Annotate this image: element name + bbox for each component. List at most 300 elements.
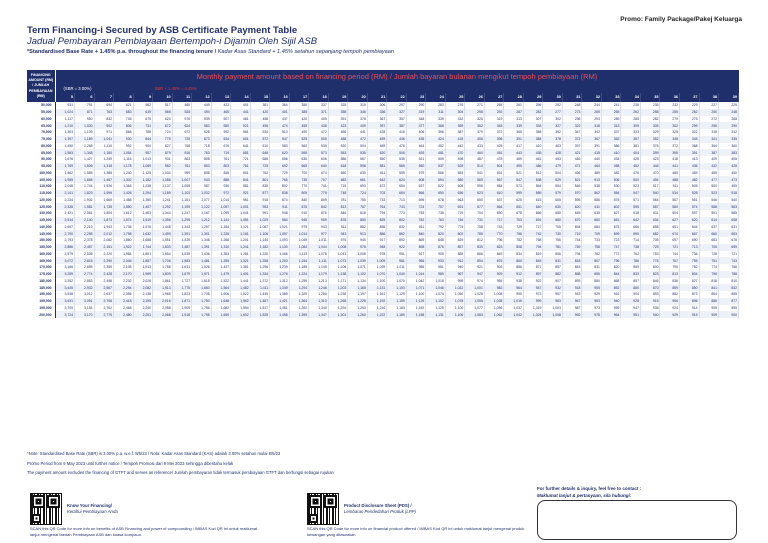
payment-cell: 1,391	[192, 244, 212, 251]
payment-cell: 790	[660, 264, 680, 271]
payment-cell: 554	[543, 183, 563, 190]
table-row	[27, 116, 739, 123]
payment-cell: 244	[582, 102, 602, 109]
payment-cell: 1,349	[270, 284, 290, 291]
payment-cell: 1,201	[231, 237, 251, 244]
payment-cell: 364	[699, 143, 719, 150]
payment-cell: 3,352	[55, 278, 75, 285]
payment-cell: 1,340	[309, 305, 329, 312]
payment-cell: 683	[328, 176, 348, 183]
payment-cell: 820	[601, 264, 621, 271]
payment-cell: 763	[426, 217, 446, 224]
payment-cell: 1,294	[328, 305, 348, 312]
payment-cell: 964	[504, 284, 524, 291]
payment-cell: 597	[680, 210, 700, 217]
payment-cell: 987	[562, 305, 582, 312]
payment-cell: 1,525	[250, 311, 270, 318]
payment-cell: 384	[523, 136, 543, 143]
payment-cell: 365	[504, 129, 524, 136]
payment-cell: 528	[680, 190, 700, 197]
payment-cell: 550	[406, 163, 426, 170]
payment-cell: 748	[328, 190, 348, 197]
payment-cell: 856	[582, 271, 602, 278]
payment-cell: 931	[55, 102, 75, 109]
payment-cell: 976	[348, 244, 368, 251]
payment-cell: 967	[445, 271, 465, 278]
payment-cell: 2,151	[94, 244, 114, 251]
tenure-header-cell: 31	[562, 93, 582, 102]
payment-cell: 371	[309, 109, 329, 116]
payment-cell: 535	[387, 156, 407, 163]
table-row	[27, 264, 739, 271]
payment-cell: 580	[445, 176, 465, 183]
payment-cell: 482	[601, 170, 621, 177]
payment-cell: 313	[504, 116, 524, 123]
payment-cell: 1,183	[387, 305, 407, 312]
payment-cell: 1,008	[484, 291, 504, 298]
payment-cell: 434	[601, 156, 621, 163]
payment-cell: 831	[543, 257, 563, 264]
payment-cell: 898	[192, 170, 212, 177]
financing-amount-cell: 175,000	[27, 271, 55, 278]
payment-cell: 282	[640, 116, 660, 123]
payment-cell: 557	[484, 176, 504, 183]
payment-cell: 2,328	[55, 203, 75, 210]
payment-cell: 510	[270, 129, 290, 136]
payment-cell: 1,001	[465, 284, 485, 291]
payment-cell: 630	[543, 203, 563, 210]
payment-cell: 1,199	[172, 203, 192, 210]
payment-cell: 1,014	[406, 271, 426, 278]
product-disclosure-qr-code[interactable]	[307, 493, 339, 525]
payment-cell: 372	[562, 136, 582, 143]
payment-cell: 879	[153, 149, 173, 156]
payment-cell: 589	[523, 190, 543, 197]
table-row	[27, 291, 739, 298]
payment-cell: 1,436	[192, 251, 212, 258]
payment-cell: 940	[445, 264, 465, 271]
table-row	[27, 109, 739, 116]
payment-cell: 764	[367, 203, 387, 210]
payment-cell: 880	[582, 278, 602, 285]
payment-cell: 290	[719, 122, 739, 129]
tenure-header-cell: 17	[289, 93, 309, 102]
payment-cell: 1,674	[114, 217, 134, 224]
payment-cell: 358	[328, 109, 348, 116]
payment-cell: 728	[699, 251, 719, 258]
payment-cell: 397	[367, 122, 387, 129]
payment-cell: 924	[660, 305, 680, 312]
payment-cell: 1,735	[94, 203, 114, 210]
payment-rows	[27, 102, 739, 318]
payment-cell: 517	[640, 183, 660, 190]
payment-cell: 943	[192, 176, 212, 183]
payment-cell: 947	[465, 271, 485, 278]
payment-cell: 1,109	[75, 129, 95, 136]
payment-cell: 2,195	[133, 298, 153, 305]
payment-cell: 770	[289, 183, 309, 190]
financing-amount-cell: 85,000	[27, 149, 55, 156]
payment-cell: 464	[406, 143, 426, 150]
payment-cell: 3,445	[55, 284, 75, 291]
payment-cell: 759	[680, 257, 700, 264]
payment-cell: 840	[406, 230, 426, 237]
payment-cell: 1,487	[172, 244, 192, 251]
payment-cell: 811	[406, 224, 426, 231]
payment-cell: 378	[543, 136, 563, 143]
payment-cell: 568	[699, 203, 719, 210]
payment-cell: 367	[582, 136, 602, 143]
payment-cell: 768	[523, 237, 543, 244]
payment-cell: 1,631	[172, 264, 192, 271]
payment-cell: 921	[231, 190, 251, 197]
payment-cell: 581	[367, 163, 387, 170]
payment-cell: 620	[270, 149, 290, 156]
payment-cell: 992	[562, 311, 582, 318]
payment-cell: 682	[640, 230, 660, 237]
payment-cell: 820	[426, 230, 446, 237]
payment-cell: 265	[484, 102, 504, 109]
payment-cell: 681	[231, 149, 251, 156]
payment-cell: 637	[484, 197, 504, 204]
payment-cell: 364	[270, 102, 290, 109]
payment-cell: 666	[523, 210, 543, 217]
payment-cell: 494	[640, 176, 660, 183]
payment-cell: 453	[543, 156, 563, 163]
payment-cell: 490	[289, 129, 309, 136]
payment-cell: 1,965	[153, 291, 173, 298]
payment-cell: 959	[601, 305, 621, 312]
payment-cell: 839	[465, 244, 485, 251]
table-row	[27, 102, 739, 109]
payment-cell: 839	[250, 183, 270, 190]
payment-cell: 686	[250, 156, 270, 163]
payment-cell: 1,481	[192, 257, 212, 264]
payment-cell: 2,048	[55, 183, 75, 190]
payment-cell: 888	[211, 176, 231, 183]
payment-cell: 641	[231, 143, 251, 150]
payment-cell: 909	[309, 217, 329, 224]
payment-cell: 707	[426, 203, 446, 210]
payment-cell: 1,106	[328, 264, 348, 271]
payment-cell: 452	[426, 143, 446, 150]
payment-cell: 808	[504, 244, 524, 251]
table-row	[27, 176, 739, 183]
payment-cell: 862	[387, 230, 407, 237]
payment-cell: 579	[406, 170, 426, 177]
payment-cell: 905	[582, 284, 602, 291]
payment-cell: 2,536	[75, 251, 95, 258]
payment-cell: 1,226	[211, 230, 231, 237]
payment-cell: 537	[426, 163, 446, 170]
payment-cell: 791	[75, 102, 95, 109]
payment-cell: 3,091	[75, 298, 95, 305]
financing-amount-cell: 55,000	[27, 109, 55, 116]
payment-cell: 2,480	[114, 311, 134, 318]
payment-cell: 794	[523, 244, 543, 251]
payment-cell: 882	[348, 224, 368, 231]
payment-cell: 667	[680, 230, 700, 237]
payment-cell: 719	[211, 149, 231, 156]
payment-cell: 733	[582, 237, 602, 244]
payment-cell: 387	[445, 129, 465, 136]
payment-cell: 974	[465, 278, 485, 285]
payment-cell: 756	[504, 230, 524, 237]
payment-cell: 1,011	[387, 264, 407, 271]
payment-cell: 611	[640, 210, 660, 217]
payment-cell: 372	[484, 129, 504, 136]
tenure-header-cell: 21	[367, 93, 387, 102]
payment-cell: 678	[426, 197, 446, 204]
table-row	[27, 298, 739, 305]
tenure-header-cell: 13	[211, 93, 231, 102]
payment-cell: 1,019	[523, 305, 543, 312]
qr1-label	[67, 503, 118, 515]
payment-cell: 813	[660, 271, 680, 278]
payment-cell: 509	[426, 156, 446, 163]
payment-cell: 322	[562, 122, 582, 129]
payment-cell: 736	[680, 251, 700, 258]
payment-cell: 1,151	[172, 197, 192, 204]
payment-cell: 359	[445, 122, 465, 129]
payment-cell: 504	[484, 163, 504, 170]
payment-cell: 517	[153, 102, 173, 109]
table-row	[27, 257, 739, 264]
payment-cell: 450	[719, 170, 739, 177]
payment-cell: 563	[719, 203, 739, 210]
payment-cell: 1,426	[114, 190, 134, 197]
payment-cell: 2,012	[94, 230, 114, 237]
payment-cell: 1,346	[192, 237, 212, 244]
payment-cell: 775	[153, 136, 173, 143]
payment-cell: 1,313	[309, 298, 329, 305]
payment-cell: 1,103	[172, 190, 192, 197]
payment-cell: 539	[309, 143, 329, 150]
payment-cell: 401	[231, 102, 251, 109]
payment-cell: 1,281	[231, 251, 251, 258]
payment-cell: 807	[582, 257, 602, 264]
payment-cell: 1,260	[348, 311, 368, 318]
payment-cell: 1,736	[114, 224, 134, 231]
payment-cell: 435	[523, 149, 543, 156]
payment-cell: 1,984	[114, 251, 134, 258]
payment-cell: 1,769	[55, 163, 75, 170]
payment-cell: 971	[94, 129, 114, 136]
payment-cell: 903	[484, 264, 504, 271]
payment-cell: 285	[621, 116, 641, 123]
payment-cell: 1,093	[270, 237, 290, 244]
tenure-header-cell: 11	[172, 93, 192, 102]
payment-cell: 684	[582, 224, 602, 231]
payment-cell: 309	[621, 122, 641, 129]
payment-cell: 1,171	[328, 278, 348, 285]
payment-cell: 833	[621, 271, 641, 278]
payment-cell: 836	[660, 278, 680, 285]
payment-cell: 672	[367, 183, 387, 190]
payment-cell: 914	[680, 305, 700, 312]
payment-cell: 794	[367, 210, 387, 217]
payment-cell: 1,086	[153, 176, 173, 183]
payment-cell: 1,141	[211, 217, 231, 224]
payment-cell: 1,189	[153, 190, 173, 197]
payment-cell: 348	[660, 136, 680, 143]
payment-cell: 892	[601, 284, 621, 291]
payment-cell: 782	[406, 217, 426, 224]
payment-cell: 743	[387, 203, 407, 210]
payment-cell: 801	[250, 176, 270, 183]
payment-cell: 1,102	[348, 271, 368, 278]
payment-cell: 802	[445, 230, 465, 237]
payment-cell: 446	[387, 136, 407, 143]
payment-cell: 440	[582, 156, 602, 163]
payment-cell: 595	[387, 170, 407, 177]
payment-cell: 306	[367, 102, 387, 109]
payment-cell: 562	[133, 102, 153, 109]
payment-cell: 435	[406, 136, 426, 143]
note-sbr: *Note: Standardised Base Rate (SBR) is 3.00% p.a. w.e.f. 8/5/23 / Nota: Kadar Asas Standard (KAS) adalah 3.00% setahun mulai 8/5/23	[27, 451, 281, 456]
payment-cell: 765	[270, 176, 290, 183]
payment-cell: 480	[172, 102, 192, 109]
payment-cell: 1,073	[328, 257, 348, 264]
payment-cell: 1,102	[426, 298, 446, 305]
payment-cell: 476	[621, 170, 641, 177]
payment-cell: 666	[621, 224, 641, 231]
payment-cell: 459	[680, 170, 700, 177]
payment-cell: 846	[328, 210, 348, 217]
payment-cell: 909	[699, 311, 719, 318]
know-your-financing-qr-code[interactable]	[30, 493, 62, 525]
payment-cell: 1,041	[94, 136, 114, 143]
payment-cell: 1,388	[94, 170, 114, 177]
financing-amount-cell: 150,000	[27, 237, 55, 244]
payment-cell: 907	[543, 278, 563, 285]
payment-cell: 918	[562, 284, 582, 291]
payment-cell: 2,140	[75, 217, 95, 224]
payment-cell: 258	[640, 109, 660, 116]
payment-cell: 495	[719, 183, 739, 190]
payment-cell: 874	[270, 197, 290, 204]
payment-cell: 1,057	[270, 230, 290, 237]
payment-cell: 540	[640, 190, 660, 197]
payment-cell: 252	[680, 109, 700, 116]
payment-cell: 428	[621, 156, 641, 163]
payment-cell: 660	[699, 230, 719, 237]
payment-cell: 776	[640, 257, 660, 264]
payment-cell: 775	[309, 190, 329, 197]
payment-cell: 627	[601, 210, 621, 217]
payment-cell: 713	[680, 244, 700, 251]
payment-cell: 1,259	[289, 278, 309, 285]
payment-cell: 1,665	[94, 197, 114, 204]
payment-cell: 507	[211, 116, 231, 123]
payment-cell: 664	[484, 203, 504, 210]
payment-cell: 905	[699, 305, 719, 312]
payment-cell: 929	[582, 291, 602, 298]
monthly-payment-banner	[55, 70, 739, 84]
payment-cell: 620	[562, 203, 582, 210]
financing-amount-cell: 165,000	[27, 257, 55, 264]
payment-cell: 841	[699, 284, 719, 291]
payment-cell: 1,361	[231, 264, 251, 271]
payment-cell: 1,007	[172, 176, 192, 183]
payment-cell: 1,131	[426, 311, 446, 318]
financing-amount-cell: 50,000	[27, 102, 55, 109]
payment-cell: 496	[250, 122, 270, 129]
payment-cell: 915	[250, 197, 270, 204]
payment-cell: 2,046	[114, 257, 134, 264]
payment-cell: 1,682	[211, 305, 231, 312]
payment-cell: 882	[543, 271, 563, 278]
payment-cell: 1,395	[211, 257, 231, 264]
payment-cell: 788	[719, 271, 739, 278]
payment-cell: 1,040	[387, 271, 407, 278]
payment-cell: 850	[680, 284, 700, 291]
payment-cell: 794	[562, 251, 582, 258]
payment-cell: 586	[582, 197, 602, 204]
payment-cell: 553	[445, 170, 465, 177]
payment-cell: 893	[640, 291, 660, 298]
payment-cell: 938	[504, 278, 524, 285]
payment-cell: 660	[582, 217, 602, 224]
payment-cell: 520	[328, 143, 348, 150]
payment-cell: 495	[504, 163, 524, 170]
payment-cell: 845	[523, 257, 543, 264]
payment-cell: 1,129	[406, 298, 426, 305]
payment-cell: 882	[660, 291, 680, 298]
payment-cell: 1,249	[94, 156, 114, 163]
payment-cell: 631	[719, 224, 739, 231]
payment-cell: 782	[582, 251, 602, 258]
payment-cell: 634	[640, 217, 660, 224]
payment-cell: 441	[660, 163, 680, 170]
payment-cell: 397	[562, 143, 582, 150]
payment-cell: 1,873	[94, 217, 114, 224]
payment-cell: 1,121	[231, 224, 251, 231]
tenure-header-cell: 36	[660, 93, 680, 102]
payment-cell: 2,016	[153, 298, 173, 305]
qr2-title: Product Disclosure Sheet (PDS) /	[344, 503, 412, 508]
payment-cell: 420	[250, 109, 270, 116]
payment-cell: 691	[523, 217, 543, 224]
payment-cell: 1,099	[211, 210, 231, 217]
table-row	[27, 183, 739, 190]
payment-cell: 595	[621, 203, 641, 210]
payment-cell: 423	[328, 122, 348, 129]
payment-cell: 818	[562, 257, 582, 264]
payment-cell: 694	[94, 102, 114, 109]
payment-cell: 896	[680, 298, 700, 305]
payment-cell: 1,203	[328, 284, 348, 291]
payment-cell: 311	[426, 109, 446, 116]
payment-cell: 327	[543, 122, 563, 129]
payment-cell: 816	[172, 149, 192, 156]
payment-cell: 482	[680, 176, 700, 183]
payment-cell: 1,041	[231, 210, 251, 217]
payment-cell: 461	[523, 156, 543, 163]
payment-cell: 2,457	[75, 244, 95, 251]
payment-cell: 731	[465, 217, 485, 224]
payment-cell: 1,396	[153, 217, 173, 224]
payment-cell: 1,364	[114, 183, 134, 190]
payment-cell: 1,100	[367, 278, 387, 285]
payment-cell: 670	[562, 217, 582, 224]
payment-cell: 1,519	[133, 217, 153, 224]
payment-cell: 928	[621, 298, 641, 305]
tenure-header-cell: 8	[114, 93, 134, 102]
payment-cell: 1,522	[231, 291, 251, 298]
payment-cell: 857	[543, 264, 563, 271]
payment-cell: 1,798	[114, 230, 134, 237]
